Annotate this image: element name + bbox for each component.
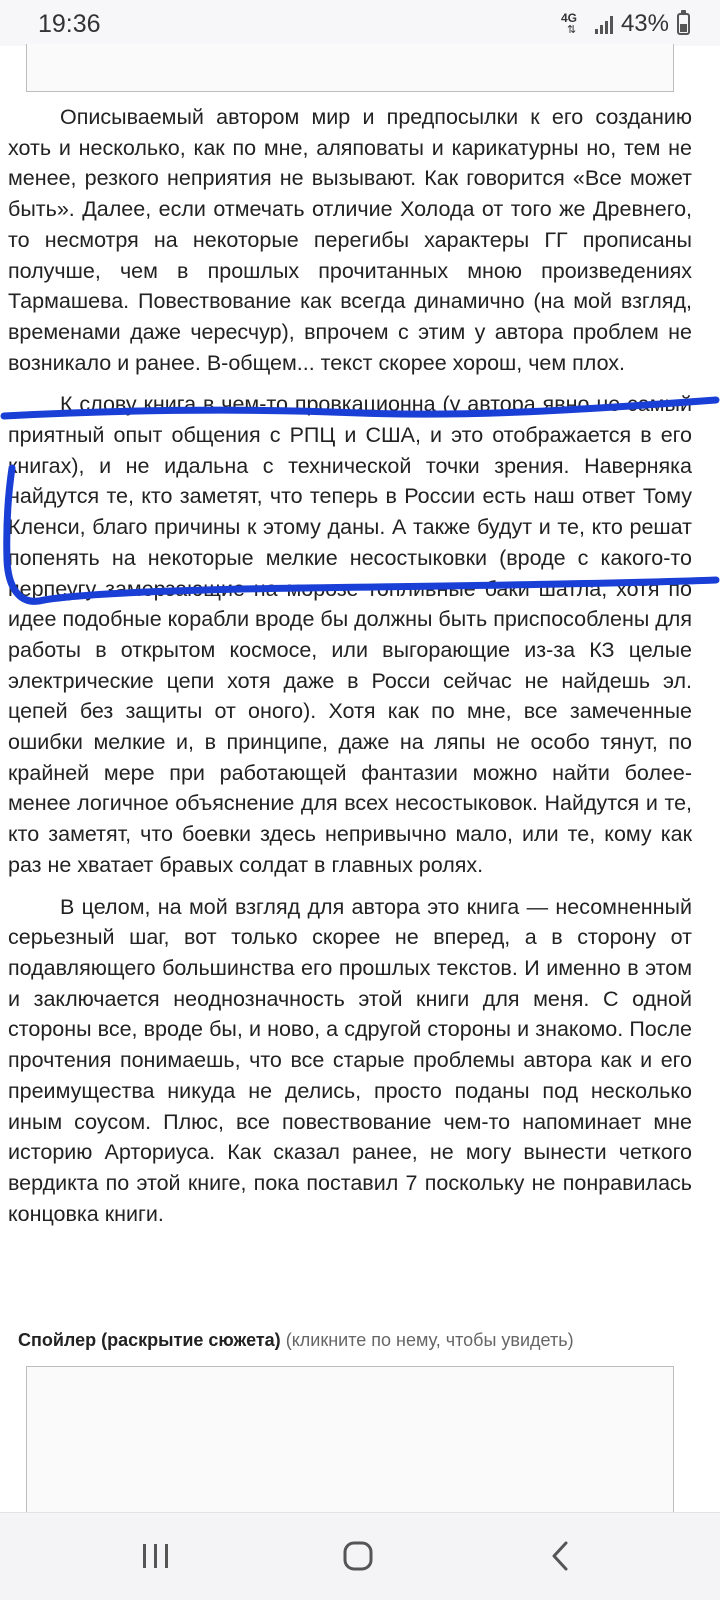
spoiler-content-box[interactable]: [26, 1366, 674, 1516]
spoiler-hint: (кликните по нему, чтобы увидеть): [285, 1330, 574, 1350]
status-time: 19:36: [38, 10, 101, 38]
review-paragraph-2: К слову книга в чем-то провкационна (у автора явно не самый приятный опыт общения с РПЦ и США, и это отображается в его книгах), и не идальна с технической точки зрения. Наверняка найдутся те, кто заметят, что теперь в России есть наш ответ Тому Кленси, благо причины к этому даны. А также будут и те, кто решат попенять на некоторые мелкие несостыковки (вроде с какого-то перпеугу замерзающие на морозе топливные баки шатла, хотя по идее подобные корабли вроде бы должны быть приспособлены для работы в открытом космосе, или выгорающие из-за КЗ целые электрические цепи хотя даже в Росси сейчас не найдешь эл. цепей без защиты от оного). Хотя как по мне, все замеченные ошибки мелкие и, в принципе, даже на ляпы не особо тянут, по крайней мере при работающей фантазии можно найти более-менее логичное объяснение для всех несостыковок. Найдутся и те, кто заметят, что боевки здесь непривычно мало, или те, кому как раз не хватает бравых солдат в главных ролях.: [8, 392, 692, 877]
status-bar: [0, 0, 720, 46]
network-4g-icon: [561, 11, 587, 37]
signal-icon: [595, 14, 613, 34]
battery-icon: [677, 13, 690, 35]
recent-apps-button[interactable]: [126, 1531, 186, 1581]
network-label: 4G: [560, 11, 577, 25]
spoiler-title[interactable]: Спойлер (раскрытие сюжета): [18, 1330, 281, 1350]
review-paragraph-1: Описываемый автором мир и предпосылки к его созданию хоть и несколько, как по мне, аляповаты и карикатурны но, тем не менее, резкого неприятия не вызывают. Как говорится «Все может быть». Далее, если отмечать отличие Холода от того же Древнего, то несмотря на некоторые перегибы характеры ГГ прописаны получше, чем в прошлых прочитанных мною произведениях Тармашева. Повествование как всегда динамично (на мой взгляд, временами даже чересчур), впрочем с этим у автора проблем не возникало и ранее. В-общем... текст скорее хорош, чем плох.: [8, 105, 692, 375]
review-text: [8, 102, 692, 1229]
home-icon: [342, 1540, 374, 1572]
spoiler-content-box-previous[interactable]: [26, 44, 674, 92]
home-button[interactable]: [328, 1531, 388, 1581]
status-icons: [561, 10, 690, 38]
system-nav-bar: [0, 1512, 720, 1600]
spoiler-toggle[interactable]: [18, 1330, 574, 1351]
back-icon: [549, 1540, 571, 1572]
review-paragraph-3: В целом, на мой взгляд для автора это книга — несомненный серьезный шаг, вот только скорее не вперед, а в сторону от подавляющего большинства его прошлых текстов. И именно в этом и заключается неоднозначность этой книги для меня. С одной стороны все, вроде бы, и ново, а сдругой стороны и знакомо. После прочтения понимаешь, что все старые проблемы автора как и его преимущества никуда не делись, просто поданы под несколько иным соусом. Плюс, все повествование чем-то напоминает мне историю Арториуса. Как сказал ранее, не могу вынести четкого вердикта по этой книге, пока поставил 7 поскольку не понравилась концовка книги.: [8, 894, 692, 1226]
network-arrows-icon: ⇅: [566, 24, 577, 36]
recent-apps-icon: [141, 1543, 171, 1569]
back-button[interactable]: [530, 1531, 590, 1581]
battery-percent: 43%: [620, 10, 669, 37]
